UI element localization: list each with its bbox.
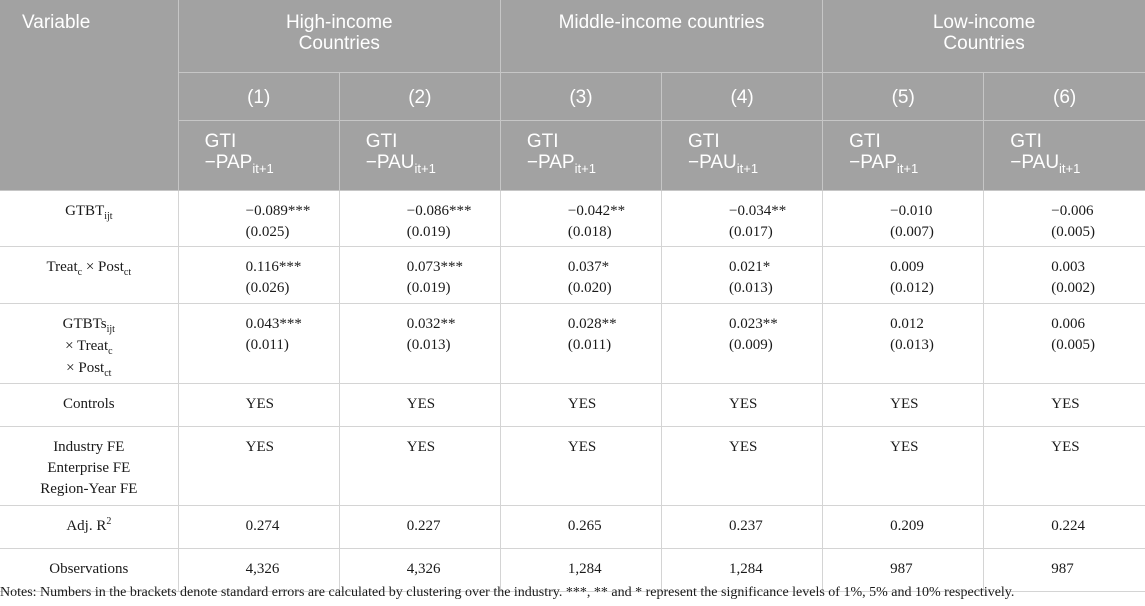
row-label-treat-post: Treat$_c$ × Post$_{ct}$: [0, 246, 178, 303]
cell: 0.021* (0.013): [662, 246, 823, 303]
cell: YES: [500, 426, 661, 505]
cell: 4,326: [178, 548, 339, 591]
cell: 0.073*** (0.019): [339, 246, 500, 303]
group-header-low-income: Low-income Countries: [823, 0, 1145, 72]
cell: 0.209: [823, 505, 984, 548]
cell: −0.042** (0.018): [500, 190, 661, 246]
column-number-4: (4): [662, 72, 823, 120]
cell: YES: [823, 383, 984, 426]
cell: −0.010 (0.007): [823, 190, 984, 246]
column-number-3: (3): [500, 72, 661, 120]
dep-var-5: GTI $-PAP_{it+1}$: [823, 120, 984, 190]
column-number-6: (6): [984, 72, 1145, 120]
cell: 0.006 (0.005): [984, 303, 1145, 383]
cell: 0.237: [662, 505, 823, 548]
dep-var-3: GTI $-PAP_{it+1}$: [500, 120, 661, 190]
cell: 987: [823, 548, 984, 591]
cell: YES: [339, 383, 500, 426]
cell: 0.224: [984, 505, 1145, 548]
dep-var-1: GTI $-PAP_{it+1}$: [178, 120, 339, 190]
cell: 0.003 (0.002): [984, 246, 1145, 303]
cell: YES: [339, 426, 500, 505]
cell: 0.028** (0.011): [500, 303, 661, 383]
row-label-adj-r2: Adj. $R^2$: [0, 505, 178, 548]
row-label-gtbt: $GTBT_{ijt}$: [0, 190, 178, 246]
cell: −0.089*** (0.025): [178, 190, 339, 246]
group-header-high-income: High-income Countries: [178, 0, 500, 72]
column-number-5: (5): [823, 72, 984, 120]
cell: YES: [662, 383, 823, 426]
cell: 1,284: [662, 548, 823, 591]
table-row-controls: [0, 383, 1145, 426]
table-notes: Notes: Numbers in the brackets denote standard errors are calculated by clustering over the industry. ***, ** and * represent the significance levels of 1%, 5% and 10% respectively.: [0, 585, 1015, 600]
cell: 987: [984, 548, 1145, 591]
column-number-2: (2): [339, 72, 500, 120]
cell: 0.012 (0.013): [823, 303, 984, 383]
cell: 0.032** (0.013): [339, 303, 500, 383]
cell: YES: [662, 426, 823, 505]
table-row-gtbt: [0, 190, 1145, 246]
cell: YES: [178, 426, 339, 505]
cell: 0.023** (0.009): [662, 303, 823, 383]
dep-var-2: GTI $-PAU_{it+1}$: [339, 120, 500, 190]
cell: −0.034** (0.017): [662, 190, 823, 246]
row-label-fixed-effects: Industry FE Enterprise FE Region-Year FE: [0, 426, 178, 505]
group-header-middle-income: Middle-income countries: [500, 0, 822, 72]
cell: YES: [500, 383, 661, 426]
row-label-controls: Controls: [0, 383, 178, 426]
cell: 0.037* (0.020): [500, 246, 661, 303]
column-number-1: (1): [178, 72, 339, 120]
dep-var-4: GTI $-PAU_{it+1}$: [662, 120, 823, 190]
table-row-adj-r2: [0, 505, 1145, 548]
row-label-triple-interaction: GTBTs$_{ijt}$ × Treat$_c$ × Post$_{ct}$: [0, 303, 178, 383]
cell: 0.274: [178, 505, 339, 548]
cell: 0.116*** (0.026): [178, 246, 339, 303]
table-row-treat-post: [0, 246, 1145, 303]
table-row-fixed-effects: [0, 426, 1145, 505]
cell: 0.043*** (0.011): [178, 303, 339, 383]
cell: 0.227: [339, 505, 500, 548]
cell: 0.265: [500, 505, 661, 548]
table-row-triple-interaction: [0, 303, 1145, 383]
variable-header: Variable: [0, 0, 178, 190]
cell: YES: [178, 383, 339, 426]
dep-var-6: GTI $-PAU_{it+1}$: [984, 120, 1145, 190]
cell: YES: [984, 383, 1145, 426]
cell: −0.006 (0.005): [984, 190, 1145, 246]
cell: 0.009 (0.012): [823, 246, 984, 303]
row-label-observations: Observations: [0, 548, 178, 591]
cell: −0.086*** (0.019): [339, 190, 500, 246]
cell: 4,326: [339, 548, 500, 591]
cell: YES: [823, 426, 984, 505]
cell: YES: [984, 426, 1145, 505]
cell: 1,284: [500, 548, 661, 591]
